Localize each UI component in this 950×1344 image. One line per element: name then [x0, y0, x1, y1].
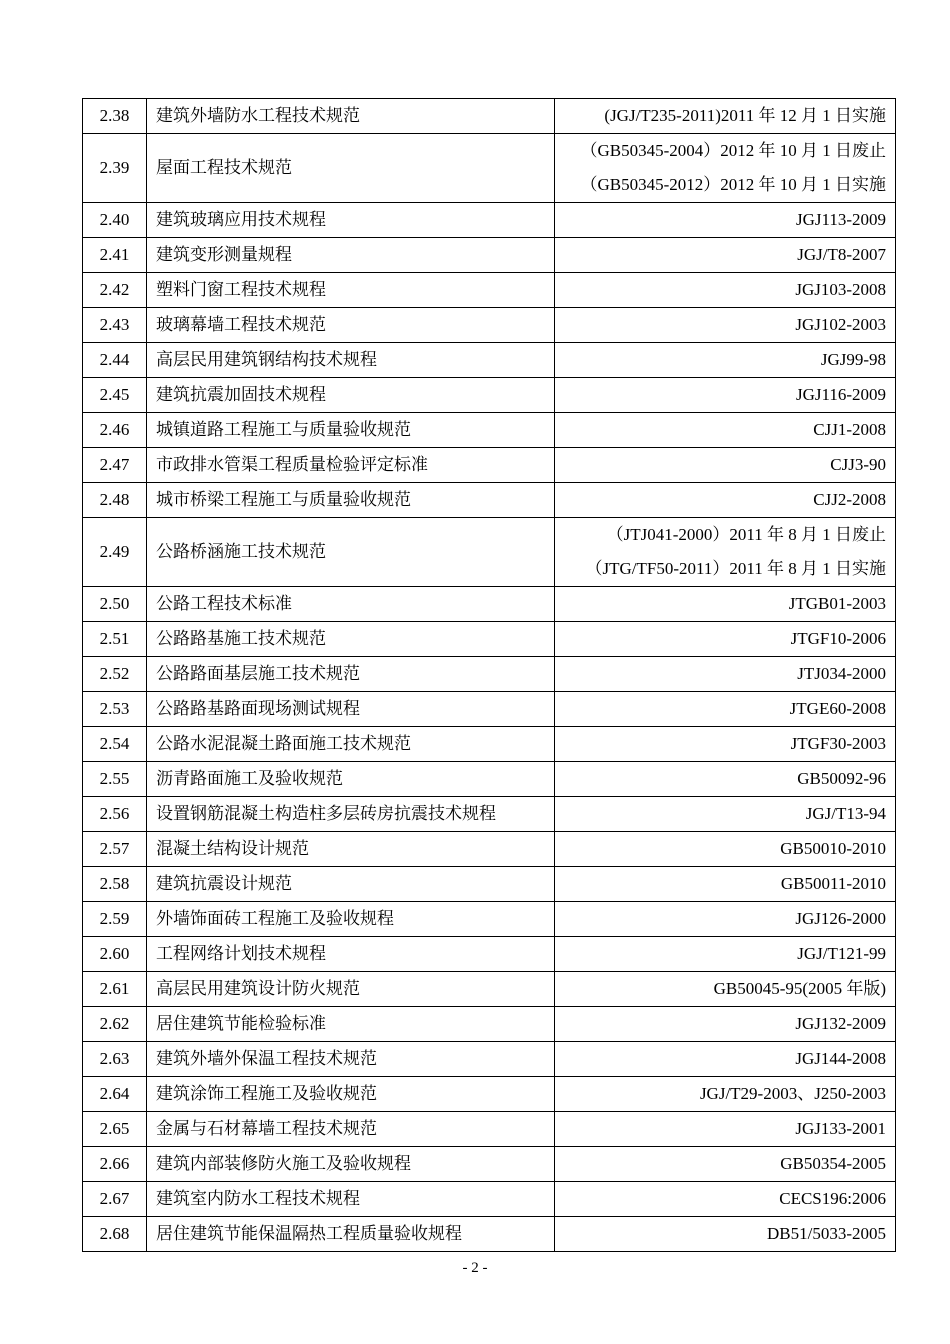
standard-name: 建筑外墙防水工程技术规范 [147, 99, 555, 134]
standard-code-line: JTGF30-2003 [790, 734, 886, 753]
standard-code-line: JTGF10-2006 [790, 629, 886, 648]
standard-code-line: GB50011-2010 [780, 874, 886, 893]
standard-code-line: CJJ2-2008 [813, 490, 886, 509]
item-number: 2.60 [83, 937, 147, 972]
item-number: 2.52 [83, 657, 147, 692]
standard-code [555, 1007, 896, 1042]
table-row [83, 902, 896, 937]
standard-code [555, 1042, 896, 1077]
table-row [83, 134, 896, 203]
table-row [83, 937, 896, 972]
table-row [83, 762, 896, 797]
standard-code [555, 832, 896, 867]
table-row [83, 1042, 896, 1077]
standard-code-line: CECS196:2006 [779, 1189, 886, 1208]
item-number: 2.57 [83, 832, 147, 867]
table-row [83, 1112, 896, 1147]
standard-code [555, 587, 896, 622]
item-number: 2.55 [83, 762, 147, 797]
standard-code [555, 448, 896, 483]
standard-name: 城市桥梁工程施工与质量验收规范 [147, 483, 555, 518]
standard-code [555, 378, 896, 413]
standard-code-line: JGJ144-2008 [795, 1049, 886, 1068]
standard-code [555, 518, 896, 587]
standards-table [82, 98, 896, 1252]
standard-name: 高层民用建筑设计防火规范 [147, 972, 555, 1007]
page-number: - 2 - [462, 1260, 488, 1276]
item-number: 2.48 [83, 483, 147, 518]
standard-code [555, 1182, 896, 1217]
standard-code-line: GB50045-95(2005 年版) [713, 979, 886, 998]
standard-name: 高层民用建筑钢结构技术规程 [147, 343, 555, 378]
standard-code [555, 727, 896, 762]
standard-name: 建筑玻璃应用技术规程 [147, 203, 555, 238]
item-number: 2.66 [83, 1147, 147, 1182]
standard-name: 城镇道路工程施工与质量验收规范 [147, 413, 555, 448]
standard-name: 建筑变形测量规程 [147, 238, 555, 273]
table-row [83, 587, 896, 622]
table-row [83, 99, 896, 134]
standard-code [555, 797, 896, 832]
standard-code [555, 937, 896, 972]
table-row [83, 622, 896, 657]
table-row [83, 483, 896, 518]
standard-code [555, 1147, 896, 1182]
table-row [83, 343, 896, 378]
standard-code-line: (JGJ/T235-2011)2011 年 12 月 1 日实施 [604, 106, 886, 125]
item-number: 2.61 [83, 972, 147, 1007]
standard-name: 工程网络计划技术规程 [147, 937, 555, 972]
standard-name: 金属与石材幕墙工程技术规范 [147, 1112, 555, 1147]
item-number: 2.62 [83, 1007, 147, 1042]
table-row [83, 518, 896, 587]
table-row [83, 413, 896, 448]
standard-code-line: JGJ103-2008 [795, 280, 886, 299]
standard-name: 公路水泥混凝土路面施工技术规范 [147, 727, 555, 762]
standard-name: 居住建筑节能保温隔热工程质量验收规程 [147, 1217, 555, 1252]
item-number: 2.51 [83, 622, 147, 657]
item-number: 2.42 [83, 273, 147, 308]
item-number: 2.68 [83, 1217, 147, 1252]
standard-code-line: JGJ99-98 [820, 350, 886, 369]
standard-name: 建筑内部装修防火施工及验收规程 [147, 1147, 555, 1182]
standard-name: 公路路基路面现场测试规程 [147, 692, 555, 727]
item-number: 2.50 [83, 587, 147, 622]
item-number: 2.40 [83, 203, 147, 238]
item-number: 2.46 [83, 413, 147, 448]
standard-name: 设置钢筋混凝土构造柱多层砖房抗震技术规程 [147, 797, 555, 832]
table-row [83, 238, 896, 273]
standard-code [555, 273, 896, 308]
standard-code-line: JGJ116-2009 [795, 385, 886, 404]
table-row [83, 832, 896, 867]
item-number: 2.53 [83, 692, 147, 727]
standard-code-line: （JTG/TF50-2011）2011 年 8 月 1 日实施 [585, 559, 886, 578]
standard-name: 公路桥涵施工技术规范 [147, 518, 555, 587]
standard-code-line: JGJ132-2009 [795, 1014, 886, 1033]
standard-name: 屋面工程技术规范 [147, 134, 555, 203]
standard-code-line: JGJ102-2003 [795, 315, 886, 334]
standard-code [555, 657, 896, 692]
standard-name: 公路路面基层施工技术规范 [147, 657, 555, 692]
standard-code-line: JTGB01-2003 [788, 594, 886, 613]
standard-code [555, 1217, 896, 1252]
standard-code-line: JTGE60-2008 [789, 699, 886, 718]
standard-code [555, 308, 896, 343]
standard-name: 塑料门窗工程技术规程 [147, 273, 555, 308]
item-number: 2.44 [83, 343, 147, 378]
standard-code-line: CJJ1-2008 [813, 420, 886, 439]
table-row [83, 448, 896, 483]
standard-code [555, 622, 896, 657]
item-number: 2.43 [83, 308, 147, 343]
standard-name: 外墙饰面砖工程施工及验收规程 [147, 902, 555, 937]
standard-name: 公路路基施工技术规范 [147, 622, 555, 657]
standard-code [555, 1077, 896, 1112]
table-row [83, 378, 896, 413]
table-row [83, 797, 896, 832]
item-number: 2.49 [83, 518, 147, 587]
table-row [83, 1077, 896, 1112]
table-row [83, 692, 896, 727]
table-row [83, 972, 896, 1007]
standard-code-line: JGJ/T29-2003、J250-2003 [699, 1084, 886, 1103]
standards-table-body [83, 99, 896, 1252]
standard-code-line: JTJ034-2000 [797, 664, 886, 683]
standard-code-line: DB51/5033-2005 [767, 1224, 886, 1243]
standard-code [555, 692, 896, 727]
table-row [83, 1147, 896, 1182]
standard-code-line: CJJ3-90 [830, 455, 886, 474]
item-number: 2.45 [83, 378, 147, 413]
item-number: 2.47 [83, 448, 147, 483]
standard-code [555, 762, 896, 797]
standard-code [555, 238, 896, 273]
standard-name: 混凝土结构设计规范 [147, 832, 555, 867]
item-number: 2.54 [83, 727, 147, 762]
standard-name: 沥青路面施工及验收规范 [147, 762, 555, 797]
standard-name: 公路工程技术标准 [147, 587, 555, 622]
standard-code-line: GB50010-2010 [780, 839, 886, 858]
standard-code-line: JGJ/T121-99 [797, 944, 886, 963]
standard-name: 市政排水管渠工程质量检验评定标准 [147, 448, 555, 483]
standard-code [555, 413, 896, 448]
standard-code [555, 134, 896, 203]
standard-code [555, 972, 896, 1007]
table-row [83, 867, 896, 902]
standard-code [555, 343, 896, 378]
standard-code [555, 203, 896, 238]
table-row [83, 273, 896, 308]
item-number: 2.67 [83, 1182, 147, 1217]
standard-name: 建筑室内防水工程技术规程 [147, 1182, 555, 1217]
standard-code [555, 1112, 896, 1147]
standard-code-line: （GB50345-2004）2012 年 10 月 1 日废止 [580, 141, 886, 160]
item-number: 2.64 [83, 1077, 147, 1112]
standard-name: 建筑抗震加固技术规程 [147, 378, 555, 413]
item-number: 2.38 [83, 99, 147, 134]
table-row [83, 203, 896, 238]
standard-code-line: JGJ/T13-94 [805, 804, 886, 823]
item-number: 2.58 [83, 867, 147, 902]
standard-code-line: JGJ126-2000 [795, 909, 886, 928]
table-row [83, 1182, 896, 1217]
table-row [83, 1217, 896, 1252]
standard-code [555, 902, 896, 937]
item-number: 2.63 [83, 1042, 147, 1077]
standard-code-line: （GB50345-2012）2012 年 10 月 1 日实施 [580, 175, 886, 194]
item-number: 2.56 [83, 797, 147, 832]
standard-code [555, 99, 896, 134]
standard-name: 居住建筑节能检验标准 [147, 1007, 555, 1042]
standard-code-line: （JTJ041-2000）2011 年 8 月 1 日废止 [606, 525, 886, 544]
table-row [83, 1007, 896, 1042]
standard-code [555, 483, 896, 518]
item-number: 2.65 [83, 1112, 147, 1147]
standard-code-line: JGJ113-2009 [795, 210, 886, 229]
item-number: 2.39 [83, 134, 147, 203]
standard-code-line: JGJ133-2001 [795, 1119, 886, 1138]
table-row [83, 308, 896, 343]
standard-name: 建筑抗震设计规范 [147, 867, 555, 902]
standard-code [555, 867, 896, 902]
table-row [83, 657, 896, 692]
table-row [83, 727, 896, 762]
item-number: 2.41 [83, 238, 147, 273]
standard-code-line: GB50092-96 [797, 769, 886, 788]
standard-code-line: JGJ/T8-2007 [797, 245, 886, 264]
item-number: 2.59 [83, 902, 147, 937]
standard-name: 玻璃幕墙工程技术规范 [147, 308, 555, 343]
standard-name: 建筑涂饰工程施工及验收规范 [147, 1077, 555, 1112]
standard-code-line: GB50354-2005 [780, 1154, 886, 1173]
standard-name: 建筑外墙外保温工程技术规范 [147, 1042, 555, 1077]
